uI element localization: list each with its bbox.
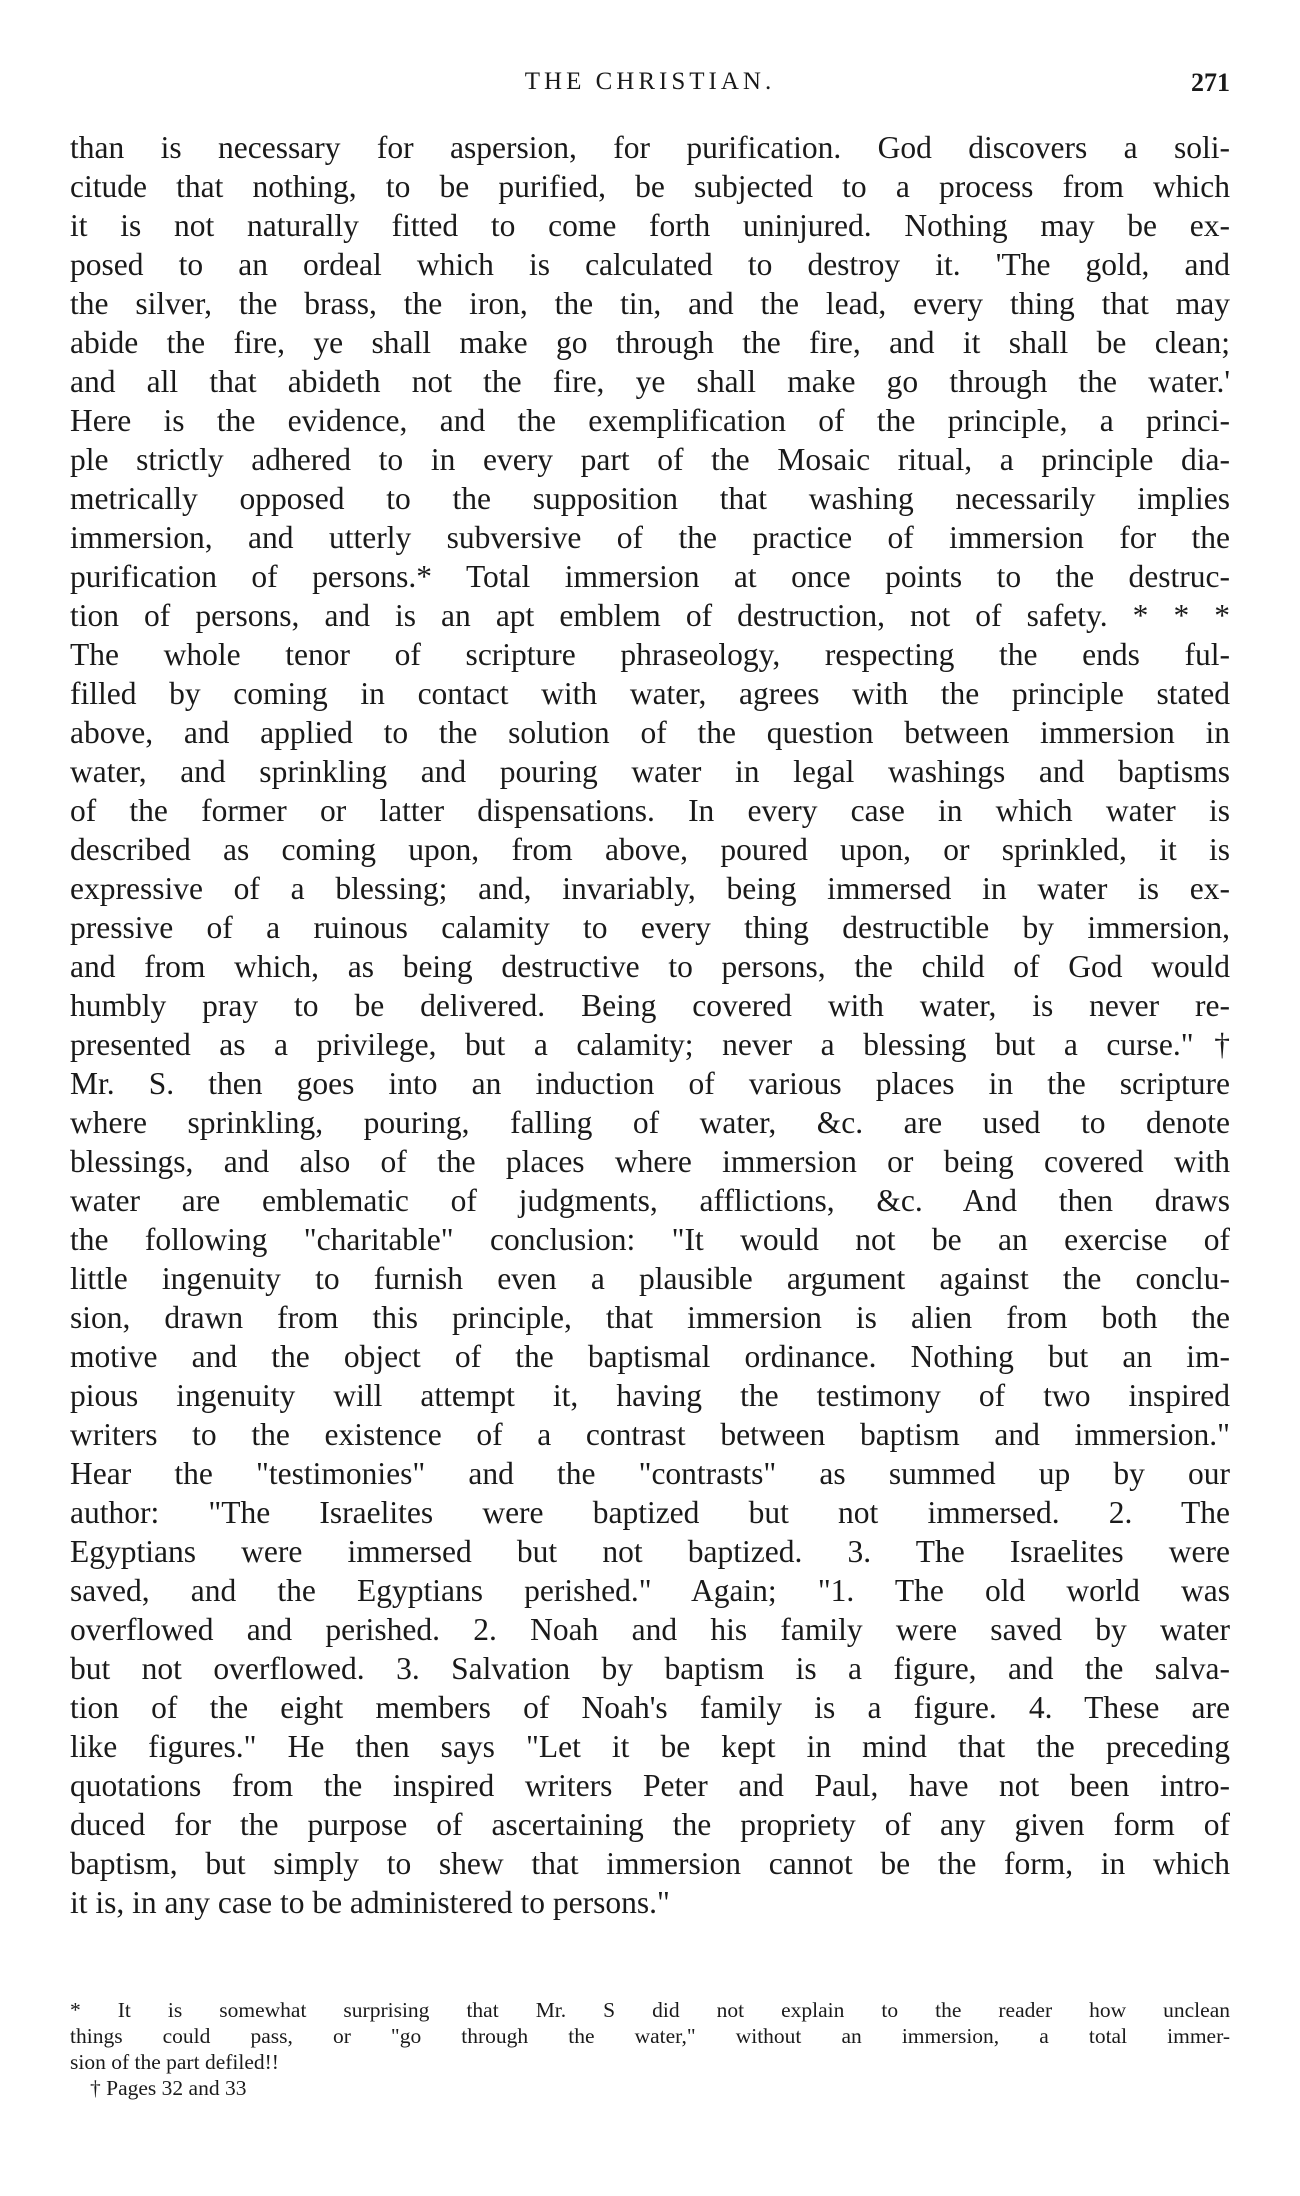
body-line: the silver, the brass, the iron, the tin, and the lead, every thing that may	[70, 286, 1230, 321]
body-line: baptism, but simply to shew that immersion cannot be the form, in which	[70, 1846, 1230, 1881]
body-line: metrically opposed to the supposition that washing necessarily implies	[70, 481, 1230, 516]
body-line: expressive of a blessing; and, invariably, being immersed in water is ex-	[70, 871, 1230, 906]
body-line: author: "The Israelites were baptized but not immersed. 2. The	[70, 1495, 1230, 1530]
body-line: saved, and the Egyptians perished." Again; "1. The old world was	[70, 1573, 1230, 1608]
body-line: citude that nothing, to be purified, be subjected to a process from which	[70, 169, 1230, 204]
body-line: writers to the existence of a contrast between baptism and immersion."	[70, 1417, 1230, 1452]
body-line: tion of the eight members of Noah's family is a figure. 4. These are	[70, 1690, 1230, 1725]
body-line: of the former or latter dispensations. In every case in which water is	[70, 793, 1230, 828]
body-line: posed to an ordeal which is calculated to destroy it. 'The gold, and	[70, 247, 1230, 282]
body-line: it is not naturally fitted to come forth uninjured. Nothing may be ex-	[70, 208, 1230, 243]
body-line: overflowed and perished. 2. Noah and his family were saved by water	[70, 1612, 1230, 1647]
body-line: abide the fire, ye shall make go through the fire, and it shall be clean;	[70, 325, 1230, 360]
body-line: little ingenuity to furnish even a plausible argument against the conclu-	[70, 1261, 1230, 1296]
body-line: Here is the evidence, and the exemplification of the principle, a princi-	[70, 403, 1230, 438]
body-line: where sprinkling, pouring, falling of water, &c. are used to denote	[70, 1105, 1230, 1140]
body-line: tion of persons, and is an apt emblem of destruction, not of safety. * * *	[70, 598, 1230, 633]
body-text	[70, 128, 1230, 1922]
footnote-line: sion of the part defiled!!	[70, 2050, 279, 2074]
body-line: pressive of a ruinous calamity to every thing destructible by immersion,	[70, 910, 1230, 945]
body-line: Hear the "testimonies" and the "contrasts" as summed up by our	[70, 1456, 1230, 1491]
footnote-line: † Pages 32 and 33	[90, 2076, 247, 2100]
footnote-line: things could pass, or "go through the water," without an immersion, a total immer-	[70, 2024, 1230, 2048]
body-line: ple strictly adhered to in every part of the Mosaic ritual, a principle dia-	[70, 442, 1230, 477]
body-line: purification of persons.* Total immersion at once points to the destruc-	[70, 559, 1230, 594]
body-line: like figures." He then says "Let it be kept in mind that the preceding	[70, 1729, 1230, 1764]
body-line: than is necessary for aspersion, for purification. God discovers a soli-	[70, 130, 1230, 165]
body-line: presented as a privilege, but a calamity; never a blessing but a curse."†	[70, 1027, 1230, 1062]
running-head	[70, 68, 1230, 108]
body-line: Egyptians were immersed but not baptized. 3. The Israelites were	[70, 1534, 1230, 1569]
body-line: described as coming upon, from above, poured upon, or sprinkled, it is	[70, 832, 1230, 867]
body-line: sion, drawn from this principle, that immersion is alien from both the	[70, 1300, 1230, 1335]
body-line: and from which, as being destructive to persons, the child of God would	[70, 949, 1230, 984]
body-line: immersion, and utterly subversive of the practice of immersion for the	[70, 520, 1230, 555]
body-line: and all that abideth not the fire, ye shall make go through the water.'	[70, 364, 1230, 399]
body-line: it is, in any case to be administered to persons."	[70, 1885, 670, 1920]
body-line: but not overflowed. 3. Salvation by baptism is a figure, and the salva-	[70, 1651, 1230, 1686]
body-line: water, and sprinkling and pouring water in legal washings and baptisms	[70, 754, 1230, 789]
body-line: filled by coming in contact with water, agrees with the principle stated	[70, 676, 1230, 711]
body-line: above, and applied to the solution of the question between immersion in	[70, 715, 1230, 750]
page-number: 271	[1191, 68, 1230, 97]
body-line: the following "charitable" conclusion: "It would not be an exercise of	[70, 1222, 1230, 1257]
running-title: THE CHRISTIAN.	[524, 68, 776, 95]
body-line: quotations from the inspired writers Peter and Paul, have not been intro-	[70, 1768, 1230, 1803]
body-line: pious ingenuity will attempt it, having the testimony of two inspired	[70, 1378, 1230, 1413]
body-line: Mr. S. then goes into an induction of various places in the scripture	[70, 1066, 1230, 1101]
footnotes	[70, 1997, 1230, 2101]
body-line: duced for the purpose of ascertaining the propriety of any given form of	[70, 1807, 1230, 1842]
body-line: motive and the object of the baptismal ordinance. Nothing but an im-	[70, 1339, 1230, 1374]
footnote-line: * It is somewhat surprising that Mr. S did not explain to the reader how unclean	[70, 1998, 1230, 2022]
body-line: blessings, and also of the places where immersion or being covered with	[70, 1144, 1230, 1179]
body-line: water are emblematic of judgments, afflictions, &c. And then draws	[70, 1183, 1230, 1218]
body-line: humbly pray to be delivered. Being covered with water, is never re-	[70, 988, 1230, 1023]
body-line: The whole tenor of scripture phraseology, respecting the ends ful-	[70, 637, 1230, 672]
